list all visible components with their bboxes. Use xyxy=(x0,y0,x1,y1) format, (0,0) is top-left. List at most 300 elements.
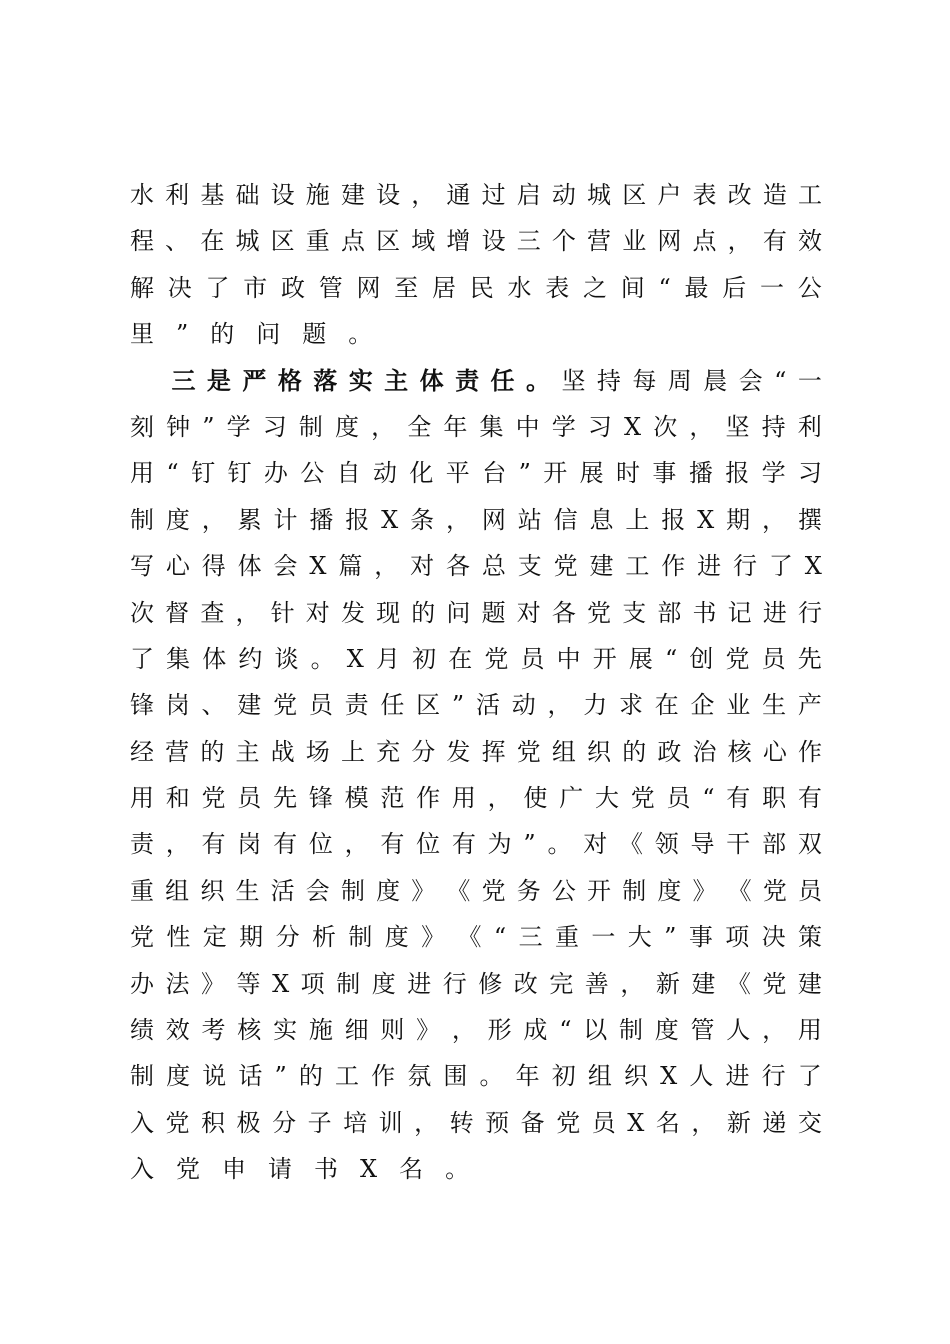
text-char: 支 xyxy=(517,552,542,581)
text-char: X xyxy=(660,1062,678,1091)
text-char: 培 xyxy=(343,1108,368,1137)
text-char: 领 xyxy=(654,830,679,859)
text-char: 写 xyxy=(130,552,154,581)
text-char: “ xyxy=(559,1016,572,1045)
text-char: 习 xyxy=(262,412,287,441)
text-char: 会 xyxy=(273,552,298,581)
text-char: 氛 xyxy=(407,1062,432,1091)
text-char: ” xyxy=(664,923,677,952)
text-char: X xyxy=(309,552,327,581)
text-char: 播 xyxy=(309,505,334,534)
text-char: 《 xyxy=(727,876,752,905)
text-char: 场 xyxy=(305,737,330,766)
text-char: “ xyxy=(774,366,787,395)
text-char: 党 xyxy=(201,784,226,813)
text-char: 制 xyxy=(130,505,154,534)
text-char: 核 xyxy=(237,1016,262,1045)
text-char: X xyxy=(697,505,715,534)
text-char: 人 xyxy=(726,1016,751,1045)
text-char: 。 xyxy=(445,1155,470,1184)
text-char: 实 xyxy=(273,1016,298,1045)
text-char: 入 xyxy=(130,1108,154,1137)
text-char: 行 xyxy=(442,969,467,998)
text-char: 对 xyxy=(410,552,435,581)
text-char: 部 xyxy=(762,830,787,859)
text-char: 区 xyxy=(416,691,441,720)
text-char: 会 xyxy=(738,366,763,395)
heading-char: 是 xyxy=(206,365,231,395)
text-char: 织 xyxy=(624,1062,649,1091)
text-char: 任 xyxy=(380,691,405,720)
text-char: 度 xyxy=(165,505,190,534)
text-char: 公 xyxy=(300,459,325,488)
text-char: 完 xyxy=(549,969,574,998)
text-char: 进 xyxy=(725,1062,750,1091)
heading-char: 落 xyxy=(313,365,338,395)
text-char: 书 xyxy=(314,1155,338,1184)
text-char: 制 xyxy=(130,1062,154,1091)
text-line xyxy=(130,172,822,218)
text-char: 党 xyxy=(630,784,655,813)
text-char: 了 xyxy=(797,1062,822,1091)
text-char: 利 xyxy=(797,412,822,441)
text-char: 用 xyxy=(451,784,476,813)
text-char: 篇 xyxy=(338,552,363,581)
text-char: 形 xyxy=(487,1016,512,1045)
text-char: 问 xyxy=(256,320,281,349)
text-char: 区 xyxy=(270,227,295,256)
heading-char: 责 xyxy=(455,365,480,395)
text-char: 党 xyxy=(762,876,787,905)
text-char: 坚 xyxy=(725,412,750,441)
text-char: 城 xyxy=(235,227,260,256)
document-body xyxy=(130,172,822,1193)
text-char: 制 xyxy=(298,412,323,441)
text-char: 党 xyxy=(176,1155,200,1184)
text-char: 话 xyxy=(238,1062,263,1091)
text-char: 位 xyxy=(308,830,333,859)
text-char: 个 xyxy=(551,227,576,256)
text-char: “ xyxy=(702,784,715,813)
text-char: 建 xyxy=(691,969,716,998)
text-char: 持 xyxy=(761,412,786,441)
text-char: 员 xyxy=(761,644,786,673)
text-char: 求 xyxy=(619,691,643,720)
text-char: 初 xyxy=(551,1062,576,1091)
text-char: 上 xyxy=(625,505,650,534)
text-char: 行 xyxy=(761,1062,786,1091)
text-char: 开 xyxy=(543,459,568,488)
text-char: 说 xyxy=(202,1062,227,1091)
text-char: 进 xyxy=(697,552,722,581)
text-char: 点 xyxy=(692,227,717,256)
text-char: 三 xyxy=(518,923,543,952)
text-char: ， xyxy=(689,412,714,441)
text-char: 表 xyxy=(545,273,570,302)
text-char: 员 xyxy=(591,1108,616,1137)
text-char: 作 xyxy=(416,784,441,813)
text-char: 。 xyxy=(348,320,373,349)
text-char: 程 xyxy=(130,227,154,256)
text-char: 行 xyxy=(732,552,757,581)
text-char: 》 xyxy=(692,876,717,905)
text-char: 核 xyxy=(727,737,752,766)
text-char: 动 xyxy=(511,691,536,720)
text-char: 。 xyxy=(479,1062,504,1091)
text-char: 期 xyxy=(239,923,264,952)
text-char: 员 xyxy=(308,691,333,720)
text-char: 项 xyxy=(300,969,325,998)
text-char: X xyxy=(346,644,364,673)
text-char: 支 xyxy=(622,598,647,627)
text-char: 等 xyxy=(236,969,261,998)
text-char: 的 xyxy=(298,1062,323,1091)
text-char: 重 xyxy=(554,923,579,952)
text-char: 改 xyxy=(513,969,538,998)
text-char: 项 xyxy=(725,923,750,952)
text-char: 础 xyxy=(235,181,260,209)
text-char: 公 xyxy=(797,273,822,302)
text-char: 制 xyxy=(340,876,365,905)
text-char: 分 xyxy=(411,737,436,766)
text-char: 年 xyxy=(515,1062,540,1091)
text-char: ， xyxy=(235,598,260,627)
text-char: 新 xyxy=(655,969,680,998)
text-char: 营 xyxy=(165,737,190,766)
text-char: 钟 xyxy=(166,412,191,441)
text-char: 网 xyxy=(481,505,506,534)
text-char: 用 xyxy=(797,1016,822,1045)
text-char: 名 xyxy=(655,1108,680,1137)
text-line xyxy=(130,218,822,264)
text-line xyxy=(130,914,822,960)
text-char: ， xyxy=(344,830,369,859)
text-char: 通 xyxy=(446,181,471,209)
text-char: 约 xyxy=(238,644,263,673)
text-char: 中 xyxy=(515,412,540,441)
text-char: 展 xyxy=(579,459,604,488)
text-char: 的 xyxy=(411,598,436,627)
text-char: 入 xyxy=(130,1155,154,1184)
text-char: 《 xyxy=(446,876,471,905)
text-char: 生 xyxy=(235,876,260,905)
text-char: 平 xyxy=(445,459,470,488)
text-char: 后 xyxy=(722,273,747,302)
text-char: 职 xyxy=(762,784,787,813)
text-char: 心 xyxy=(762,737,787,766)
text-char: 极 xyxy=(236,1108,261,1137)
text-char: ， xyxy=(487,784,512,813)
text-char: 备 xyxy=(520,1108,545,1137)
text-char: 设 xyxy=(481,227,506,256)
text-char: 度 xyxy=(335,412,360,441)
text-char: 活 xyxy=(475,691,500,720)
text-char: 定 xyxy=(202,923,227,952)
text-char: 分 xyxy=(275,923,300,952)
text-char: 事 xyxy=(688,923,713,952)
text-char: 水 xyxy=(130,181,154,209)
text-char: 上 xyxy=(340,737,365,766)
text-char: 播 xyxy=(688,459,713,488)
text-char: 。 xyxy=(547,830,572,859)
text-char: 作 xyxy=(661,552,686,581)
text-line xyxy=(130,590,822,636)
text-char: 细 xyxy=(344,1016,369,1045)
text-char: 总 xyxy=(481,552,506,581)
text-char: 对 xyxy=(305,598,330,627)
text-char: X xyxy=(624,412,642,441)
text-char: 计 xyxy=(273,505,298,534)
text-line xyxy=(130,497,822,543)
text-char: 制 xyxy=(622,876,647,905)
text-char: 每 xyxy=(632,366,657,395)
text-char: 建 xyxy=(340,181,365,209)
text-char: 解 xyxy=(130,273,154,302)
text-char: 有 xyxy=(380,830,405,859)
text-char: 广 xyxy=(559,784,584,813)
text-char: 在 xyxy=(200,227,225,256)
text-char: 启 xyxy=(516,181,541,209)
text-char: ， xyxy=(727,227,752,256)
text-char: 开 xyxy=(592,644,617,673)
text-char: 用 xyxy=(130,459,154,488)
heading-char: 格 xyxy=(277,365,302,395)
text-char: 办 xyxy=(263,459,288,488)
text-char: 的 xyxy=(200,737,225,766)
paragraph-heading-line xyxy=(130,358,822,404)
text-char: 现 xyxy=(376,598,401,627)
text-char: 设 xyxy=(376,181,401,209)
text-char: 次 xyxy=(653,412,678,441)
text-char: 活 xyxy=(270,876,295,905)
text-char: 预 xyxy=(485,1108,510,1137)
text-char: 善 xyxy=(584,969,609,998)
text-char: 作 xyxy=(371,1062,396,1091)
text-line xyxy=(130,682,822,728)
text-char: 书 xyxy=(692,598,717,627)
text-char: ， xyxy=(201,505,226,534)
text-char: 《 xyxy=(619,830,643,859)
text-char: 效 xyxy=(797,227,822,256)
text-char: 新 xyxy=(726,1108,751,1137)
text-char: 业 xyxy=(622,227,647,256)
text-char: ， xyxy=(547,691,572,720)
text-char: “ xyxy=(166,459,179,488)
text-char: 。 xyxy=(310,644,335,673)
text-char: 制 xyxy=(336,969,361,998)
text-char: ， xyxy=(414,1108,439,1137)
text-char: ， xyxy=(761,505,786,534)
text-char: 力 xyxy=(583,691,608,720)
text-char: 三 xyxy=(516,227,541,256)
text-char: ， xyxy=(445,505,470,534)
text-char: 累 xyxy=(237,505,262,534)
text-char: 行 xyxy=(797,598,822,627)
text-char: 》 xyxy=(421,923,446,952)
text-char: 主 xyxy=(235,737,260,766)
text-char: 则 xyxy=(380,1016,405,1045)
text-line xyxy=(130,1100,822,1146)
text-line xyxy=(130,543,822,589)
text-char: 会 xyxy=(305,876,330,905)
text-char: 度 xyxy=(654,1016,679,1045)
text-char: 人 xyxy=(689,1062,714,1091)
text-char: 一 xyxy=(591,923,616,952)
text-char: 民 xyxy=(469,273,494,302)
text-char: 制 xyxy=(348,923,373,952)
text-char: 政 xyxy=(657,737,682,766)
text-char: X xyxy=(804,552,822,581)
text-char: 作 xyxy=(797,737,822,766)
text-char: 撰 xyxy=(797,505,822,534)
text-char: 业 xyxy=(726,691,751,720)
text-char: 策 xyxy=(797,923,822,952)
text-char: ” xyxy=(274,1062,287,1091)
text-char: 以 xyxy=(583,1016,608,1045)
text-char: 转 xyxy=(449,1108,474,1137)
text-char: 部 xyxy=(657,598,682,627)
text-char: 展 xyxy=(628,644,653,673)
text-line xyxy=(130,265,822,311)
text-char: 积 xyxy=(201,1108,226,1137)
text-line xyxy=(130,775,822,821)
text-char: 修 xyxy=(478,969,503,998)
text-char: 织 xyxy=(200,876,225,905)
text-char: 有 xyxy=(762,227,787,256)
text-char: 居 xyxy=(432,273,456,302)
text-char: 创 xyxy=(689,644,714,673)
text-char: 建 xyxy=(797,969,822,998)
text-char: 造 xyxy=(762,181,787,209)
text-char: 党 xyxy=(762,969,787,998)
text-char: 城 xyxy=(587,181,612,209)
text-char: 子 xyxy=(307,1108,332,1137)
text-char: 导 xyxy=(690,830,715,859)
text-char: 动 xyxy=(551,181,576,209)
text-char: 事 xyxy=(652,459,677,488)
text-char: 管 xyxy=(318,273,343,302)
text-char: 建 xyxy=(237,691,262,720)
text-char: 产 xyxy=(797,691,822,720)
text-char: 区 xyxy=(376,227,401,256)
text-char: 度 xyxy=(384,923,409,952)
text-char: 各 xyxy=(551,598,576,627)
text-char: 了 xyxy=(130,644,154,673)
text-char: 性 xyxy=(166,923,191,952)
text-char: 大 xyxy=(594,784,619,813)
text-char: 全 xyxy=(407,412,432,441)
text-char: 党 xyxy=(516,737,541,766)
text-char: 针 xyxy=(270,598,295,627)
text-char: 表 xyxy=(692,181,717,209)
text-char: 组 xyxy=(587,1062,612,1091)
text-char: 钉 xyxy=(227,459,252,488)
text-char: 办 xyxy=(130,969,154,998)
text-char: 学 xyxy=(226,412,251,441)
text-char: 位 xyxy=(416,830,441,859)
text-char: 锋 xyxy=(130,691,154,720)
text-char: “ xyxy=(658,273,671,302)
text-char: 责 xyxy=(130,830,154,859)
text-char: 督 xyxy=(165,598,190,627)
text-char: 度 xyxy=(166,1062,191,1091)
text-line xyxy=(130,311,822,357)
heading-char: 主 xyxy=(384,365,409,395)
text-char: 干 xyxy=(726,830,751,859)
text-char: 党 xyxy=(165,1108,190,1137)
text-line xyxy=(130,404,822,450)
text-char: 决 xyxy=(167,273,192,302)
text-char: 党 xyxy=(556,1108,581,1137)
text-char: 题 xyxy=(481,598,506,627)
text-char: 围 xyxy=(443,1062,468,1091)
text-char: 生 xyxy=(762,691,787,720)
text-char: 各 xyxy=(445,552,470,581)
text-char: 施 xyxy=(308,1016,333,1045)
text-char: 区 xyxy=(622,181,647,209)
text-char: 、 xyxy=(201,691,226,720)
text-char: 习 xyxy=(797,459,822,488)
text-char: 充 xyxy=(376,737,401,766)
text-char: 开 xyxy=(587,876,612,905)
text-char: X xyxy=(381,505,399,534)
text-char: 请 xyxy=(268,1155,292,1184)
text-char: 有 xyxy=(726,784,751,813)
text-char: 有 xyxy=(451,830,476,859)
text-char: 党 xyxy=(587,598,612,627)
text-char: 有 xyxy=(797,784,822,813)
text-char: ” xyxy=(176,320,189,349)
text-char: 《 xyxy=(457,923,482,952)
text-char: 建 xyxy=(589,552,614,581)
text-char: 有 xyxy=(273,830,298,859)
text-char: X xyxy=(272,969,290,998)
heading-char: 体 xyxy=(419,365,444,395)
text-char: 网 xyxy=(657,227,682,256)
text-char: 先 xyxy=(273,784,298,813)
text-char: 用 xyxy=(130,784,154,813)
text-char: 对 xyxy=(583,830,608,859)
text-char: 分 xyxy=(272,1108,297,1137)
text-char: X xyxy=(627,1108,645,1137)
text-char: 里 xyxy=(130,320,154,349)
text-char: 绩 xyxy=(130,1016,154,1045)
text-char: 题 xyxy=(302,320,327,349)
text-char: 报 xyxy=(725,459,750,488)
text-char: 度 xyxy=(376,876,401,905)
heading-char: 任 xyxy=(490,365,515,395)
text-char: 改 xyxy=(727,181,752,209)
text-char: 持 xyxy=(596,366,621,395)
text-char: 对 xyxy=(516,598,541,627)
text-char: 《 xyxy=(726,969,751,998)
text-char: 管 xyxy=(690,1016,715,1045)
text-char: 重 xyxy=(305,227,330,256)
text-line xyxy=(130,450,822,496)
text-char: 》 xyxy=(411,876,436,905)
heading-char: 三 xyxy=(171,365,196,395)
text-char: 锋 xyxy=(308,784,333,813)
text-char: 经 xyxy=(130,737,154,766)
text-char: ， xyxy=(371,412,396,441)
text-char: 市 xyxy=(243,273,268,302)
text-char: ， xyxy=(620,969,645,998)
text-char: 》 xyxy=(416,1016,441,1045)
text-char: 在 xyxy=(448,644,473,673)
text-char: 责 xyxy=(344,691,369,720)
text-char: 使 xyxy=(523,784,548,813)
text-char: 台 xyxy=(482,459,507,488)
